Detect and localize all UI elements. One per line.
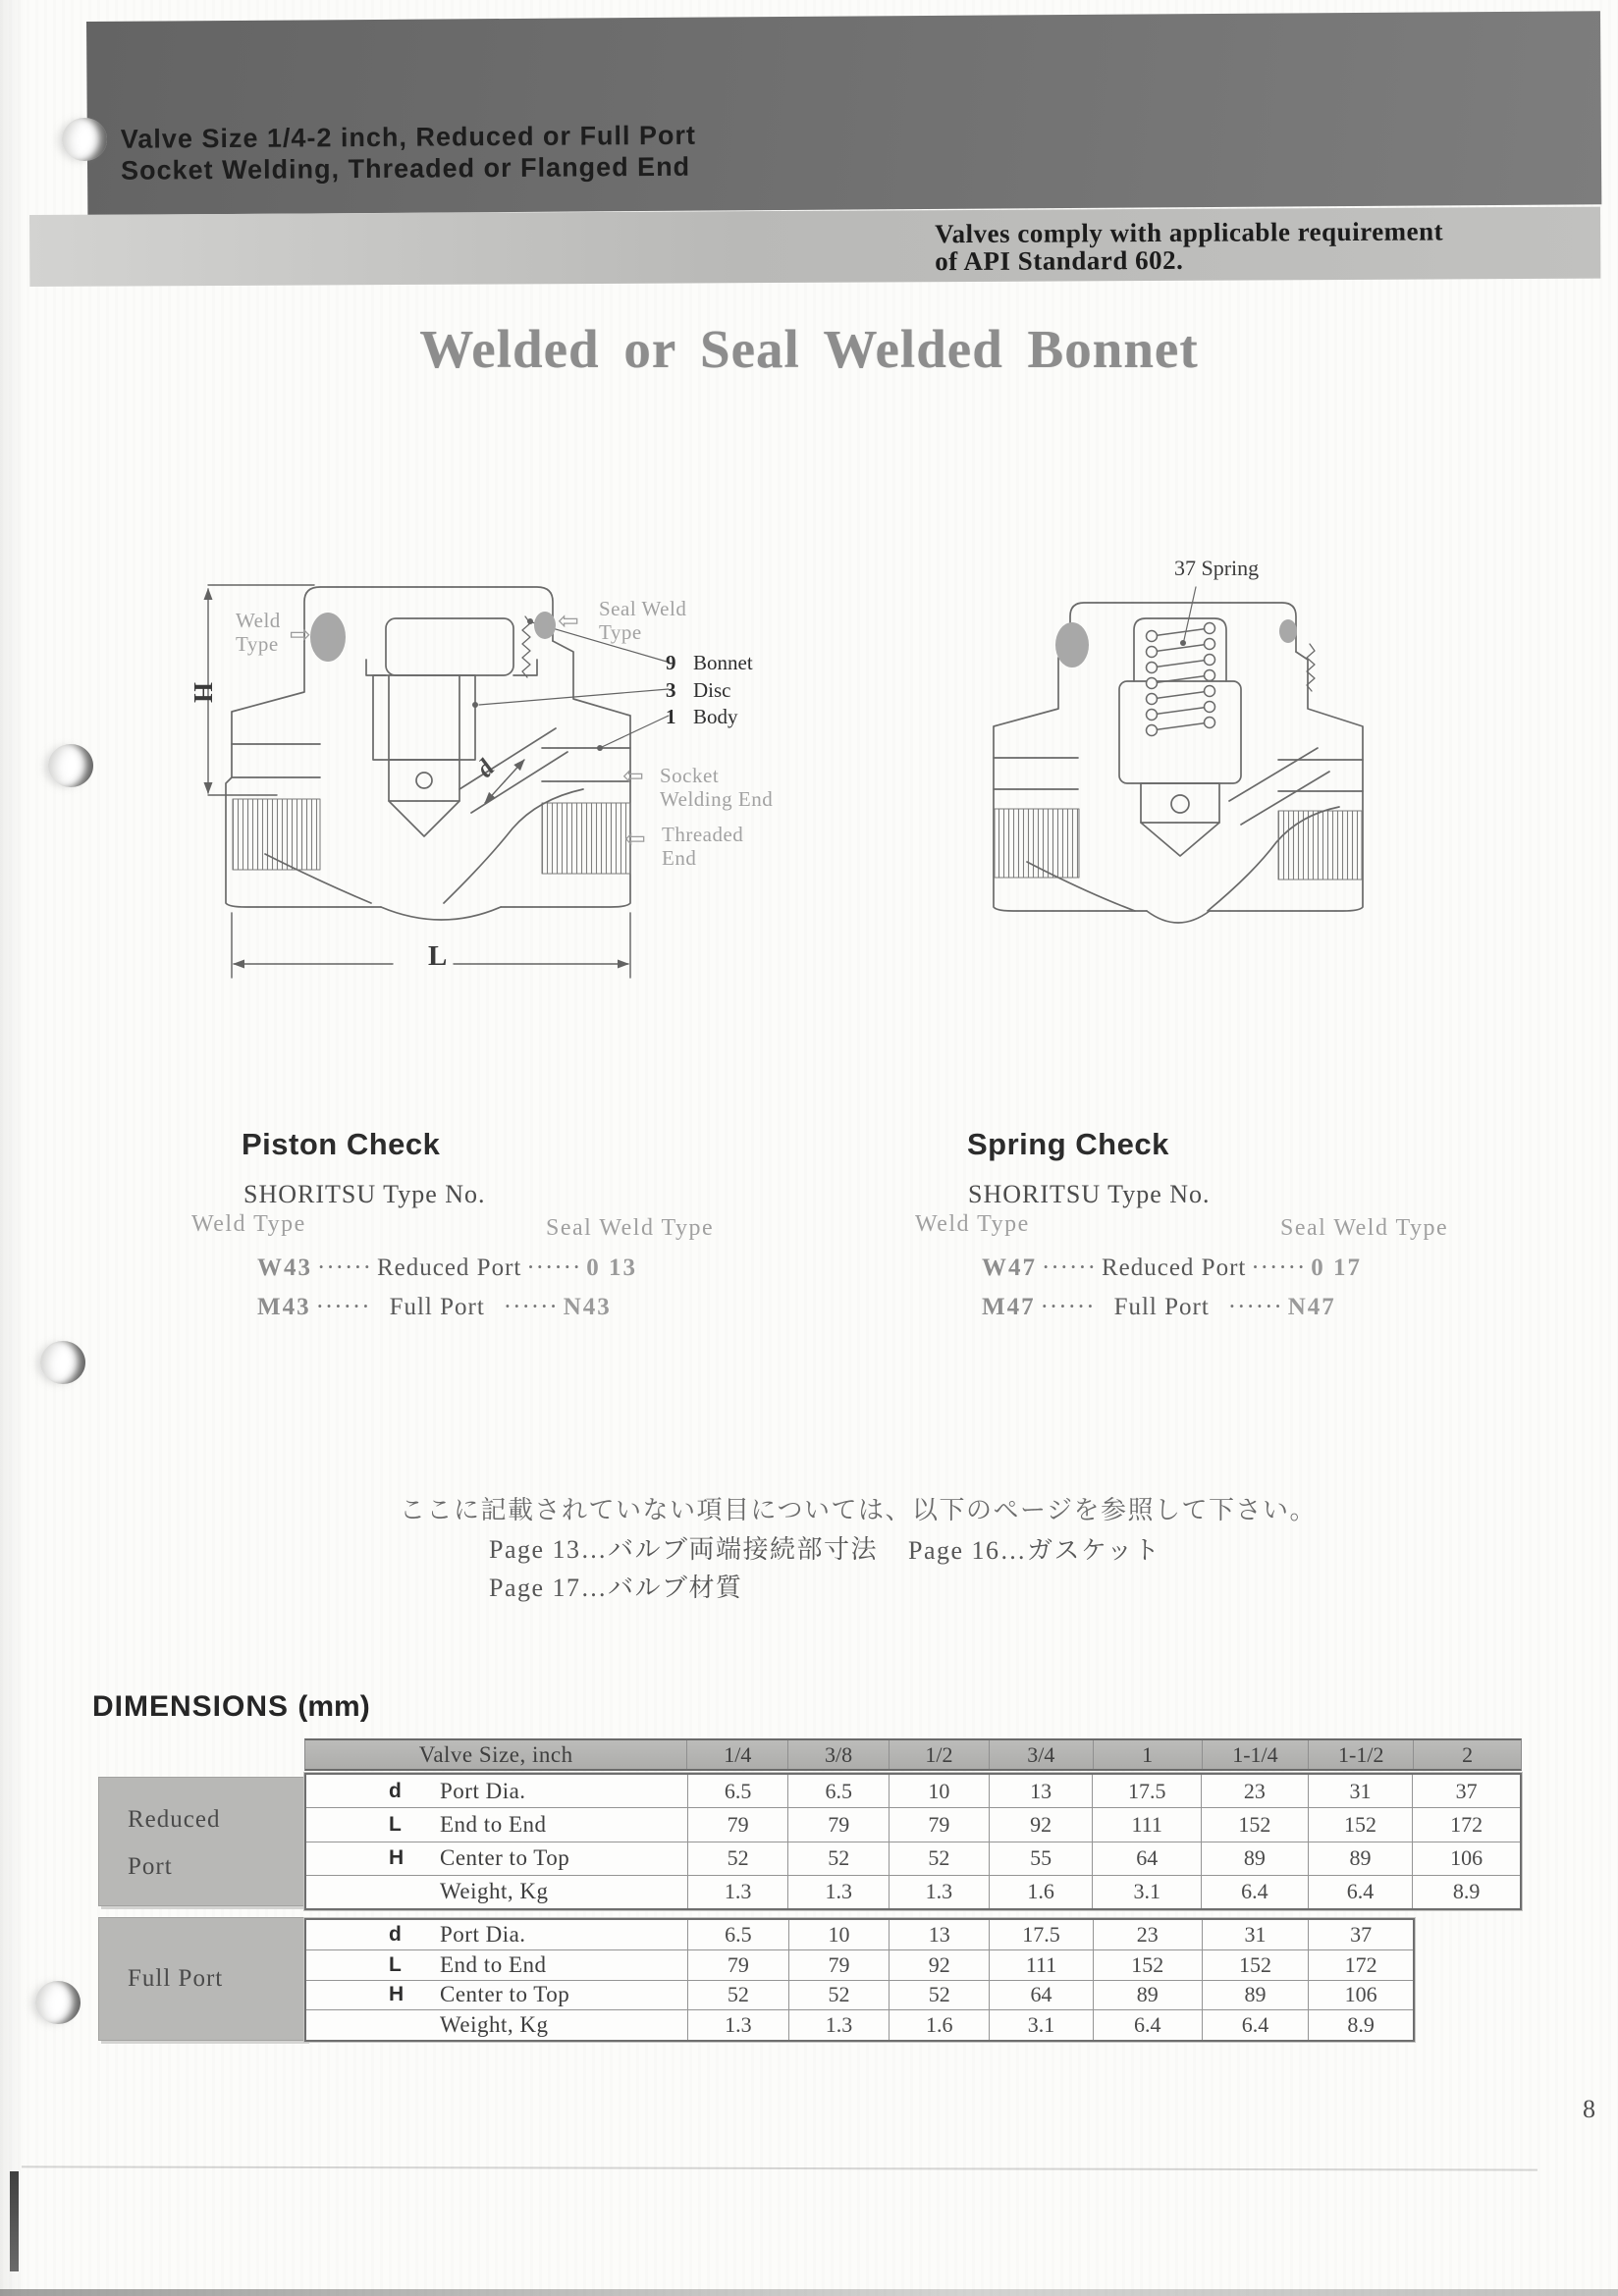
dimension-h-label: H (189, 681, 219, 704)
dim-cell: 6.5 (687, 1920, 788, 1949)
piston-check-subtitle: SHORITSU Type No. (243, 1180, 486, 1208)
dim-row (306, 1807, 1520, 1841)
dim-cell: 31 (1308, 1775, 1413, 1807)
dim-header-label: Valve Size, inch (418, 1741, 573, 1767)
hole-punch (62, 118, 107, 161)
weld-type-arrow-icon: ⇨ (290, 620, 311, 650)
dim-cell: 10 (788, 1920, 890, 1949)
dim-size-col: 2 (1413, 1740, 1521, 1769)
banner-title-line1: Valve Size 1/4-2 inch, Reduced or Full Port (120, 120, 697, 154)
dim-cell: 1.3 (788, 2010, 890, 2040)
dim-row-name: Weight, Kg (440, 2012, 549, 2038)
dim-cell: 106 (1308, 1981, 1413, 2010)
dim-cell: 1.6 (889, 2010, 989, 2040)
dim-size-col: 1/2 (889, 1740, 989, 1769)
dim-cell: 6.4 (1093, 2010, 1202, 2040)
dim-cell: 8.9 (1308, 2010, 1413, 2040)
dim-size-col: 3/4 (989, 1740, 1093, 1769)
dim-cell: 37 (1308, 1920, 1413, 1949)
dim-grid-reduced (304, 1773, 1522, 1910)
dim-row-label (306, 1950, 687, 1980)
dim-cell: 13 (889, 1920, 989, 1949)
dim-cell: 64 (1092, 1842, 1201, 1875)
dim-cell: 92 (889, 1950, 989, 1980)
dimensions-heading: DIMENSIONS (mm) (92, 1690, 370, 1723)
socket-end-arrow-icon: ⇦ (622, 762, 644, 791)
dim-cell: 79 (687, 1950, 788, 1980)
dim-row-symbol: d (389, 1779, 402, 1802)
dim-cell: 152 (1308, 1808, 1413, 1841)
dim-row-label (306, 1920, 687, 1949)
dim-cell: 89 (1201, 1842, 1308, 1875)
header-banner (86, 11, 1601, 215)
dim-cell: 23 (1093, 1920, 1202, 1949)
dim-cell: 79 (687, 1808, 788, 1841)
piston-type-row-full: M43 ······ Full Port ······ N43 (257, 1294, 612, 1320)
dim-cell: 37 (1412, 1775, 1520, 1807)
dim-cell: 1.3 (787, 1876, 889, 1908)
dim-row-label (306, 1842, 687, 1875)
seal-weld-arrow-icon: ⇦ (558, 607, 579, 636)
dim-cell: 6.4 (1308, 1876, 1413, 1908)
parts-list (666, 650, 753, 731)
dim-cell: 6.4 (1201, 1876, 1308, 1908)
dim-cell: 172 (1308, 1950, 1413, 1980)
dim-cell: 152 (1093, 1950, 1202, 1980)
dim-cell: 79 (787, 1808, 889, 1841)
dim-cell: 52 (687, 1981, 788, 2010)
dim-cell: 172 (1412, 1808, 1520, 1841)
dim-cell: 23 (1201, 1775, 1308, 1807)
dim-row (306, 1875, 1520, 1908)
dim-cell: 52 (889, 1842, 989, 1875)
threaded-end-label: Threaded End (662, 823, 744, 870)
dim-size-col: 3/8 (787, 1740, 889, 1769)
dim-size-col: 1-1/4 (1202, 1740, 1309, 1769)
dim-row-label (306, 2010, 687, 2040)
dim-size-col: 1-1/2 (1308, 1740, 1413, 1769)
dimension-d-label: d (470, 754, 501, 783)
dim-cell: 1.3 (687, 2010, 788, 2040)
dim-row-name: End to End (440, 1811, 547, 1837)
spring-type-row-reduced: W47 ······ Reduced Port ······ 0 17 (982, 1255, 1363, 1281)
dim-row-symbol: L (389, 1952, 402, 1976)
dim-row (306, 2009, 1413, 2040)
dimension-l-label: L (428, 940, 448, 972)
part-bonnet: 9 Bonnet (666, 651, 753, 674)
scan-corner-bar (10, 2171, 19, 2271)
dim-grid-full (304, 1918, 1415, 2042)
spring-weld-type-col: Weld Type (915, 1211, 1030, 1237)
dim-cell: 6.5 (687, 1775, 788, 1807)
dim-cell: 3.1 (989, 2010, 1093, 2040)
dim-row-label (306, 1876, 687, 1908)
dim-row-symbol: H (389, 1983, 404, 2006)
spring-check-subtitle: SHORITSU Type No. (968, 1180, 1211, 1208)
dim-cell: 3.1 (1092, 1876, 1201, 1908)
piston-check-title: Piston Check (242, 1127, 441, 1161)
page-number: 8 (1583, 2095, 1595, 2123)
dim-cell: 64 (989, 1981, 1093, 2010)
dim-cell: 17.5 (1092, 1775, 1201, 1807)
part-disc: 3 Disc (666, 677, 731, 702)
dim-cell: 79 (889, 1808, 989, 1841)
compliance-line1: Valves comply with applicable requirement (935, 216, 1444, 249)
dim-cell: 92 (989, 1808, 1093, 1841)
spring-check-title: Spring Check (967, 1127, 1169, 1161)
dim-size-col: 1/4 (686, 1740, 787, 1769)
dim-cell: 52 (787, 1842, 889, 1875)
dim-cell: 31 (1202, 1920, 1309, 1949)
dim-cell: 55 (989, 1842, 1093, 1875)
dim-cell: 6.5 (787, 1775, 889, 1807)
dim-row (306, 1920, 1413, 1949)
scan-fold-line (22, 2165, 1537, 2170)
hole-punch (35, 1981, 81, 2024)
piston-weld-type-col: Weld Type (191, 1211, 306, 1237)
banner-title-line2: Socket Welding, Threaded or Flanged End (120, 151, 691, 186)
dim-cell: 89 (1093, 1981, 1202, 2010)
hole-punch (48, 744, 93, 787)
dim-cell: 89 (1202, 1981, 1309, 2010)
note-line1: ここに記載されていない項目については、以下のページを参照して下さい。 (400, 1496, 1317, 1524)
piston-type-row-reduced: W43 ······ Reduced Port ······ 0 13 (257, 1255, 638, 1281)
dim-row-name: Center to Top (440, 1982, 570, 2007)
dim-cell: 10 (889, 1775, 989, 1807)
dim-row-name: Port Dia. (440, 1921, 526, 1947)
dim-cell: 106 (1412, 1842, 1520, 1875)
dim-row-symbol: H (389, 1846, 404, 1870)
piston-seal-weld-col: Seal Weld Type (546, 1215, 715, 1241)
note-ref-page17: Page 17…バルブ材質 (489, 1574, 743, 1602)
dim-row (306, 1842, 1520, 1875)
spring-check-diagram (972, 561, 1384, 944)
part-body: 1 Body (666, 705, 738, 728)
dim-cell: 152 (1201, 1808, 1308, 1841)
socket-welding-end-label: Socket Welding End (660, 764, 774, 811)
dim-row-label (306, 1981, 687, 2010)
compliance-note (935, 217, 1443, 275)
dim-row-name: Center to Top (440, 1845, 570, 1871)
dim-cell: 52 (889, 1981, 989, 2010)
dim-row-label (306, 1775, 687, 1807)
note-ref-page13: Page 13…バルブ両端接続部寸法 (489, 1535, 879, 1564)
page-title: Welded or Seal Welded Bonnet (419, 319, 1199, 379)
dim-cell: 8.9 (1412, 1876, 1520, 1908)
dim-row-name: Weight, Kg (440, 1879, 549, 1904)
dim-cell: 52 (788, 1981, 890, 2010)
dim-cell: 1.3 (889, 1876, 989, 1908)
dim-row (306, 1980, 1413, 2010)
dim-cell: 152 (1202, 1950, 1309, 1980)
dim-cell: 52 (687, 1842, 788, 1875)
spring-part-label: 37 Spring (1174, 556, 1260, 580)
dim-cell: 89 (1308, 1842, 1413, 1875)
dim-row (306, 1949, 1413, 1980)
dim-header-row (304, 1738, 1522, 1771)
dim-size-col: 1 (1093, 1740, 1202, 1769)
dim-row-label (306, 1808, 687, 1841)
dim-row (306, 1775, 1520, 1807)
dim-row-symbol: d (389, 1922, 402, 1946)
category-full-port: Full Port (98, 1917, 306, 2041)
dim-cell: 6.4 (1202, 2010, 1309, 2040)
dim-cell: 1.6 (989, 1876, 1093, 1908)
hole-punch (40, 1341, 85, 1384)
dim-cell: 17.5 (989, 1920, 1093, 1949)
threaded-end-arrow-icon: ⇦ (624, 825, 646, 854)
dim-cell: 111 (989, 1950, 1093, 1980)
dimensions-unit: (mm) (297, 1690, 370, 1723)
compliance-strip (29, 207, 1600, 287)
scan-bottom-edge (0, 2289, 1618, 2296)
spring-seal-weld-col: Seal Weld Type (1280, 1215, 1449, 1241)
dim-cell: 13 (989, 1775, 1093, 1807)
dim-row-name: Port Dia. (440, 1778, 526, 1803)
seal-weld-type-label: Seal Weld Type (599, 597, 687, 644)
banner-title (121, 120, 697, 187)
dim-cell: 79 (788, 1950, 890, 1980)
compliance-line2: of API Standard 602. (935, 244, 1184, 277)
dim-cell: 111 (1092, 1808, 1201, 1841)
spring-type-row-full: M47 ······ Full Port ······ N47 (982, 1294, 1336, 1320)
dim-cell: 1.3 (687, 1876, 788, 1908)
weld-type-label: Weld Type (236, 609, 281, 656)
dim-row-symbol: L (389, 1812, 402, 1836)
dim-row-name: End to End (440, 1951, 547, 1977)
category-reduced-port: Reduced Port (98, 1777, 306, 1906)
note-ref-page16: Page 16…ガスケット (908, 1536, 1161, 1565)
